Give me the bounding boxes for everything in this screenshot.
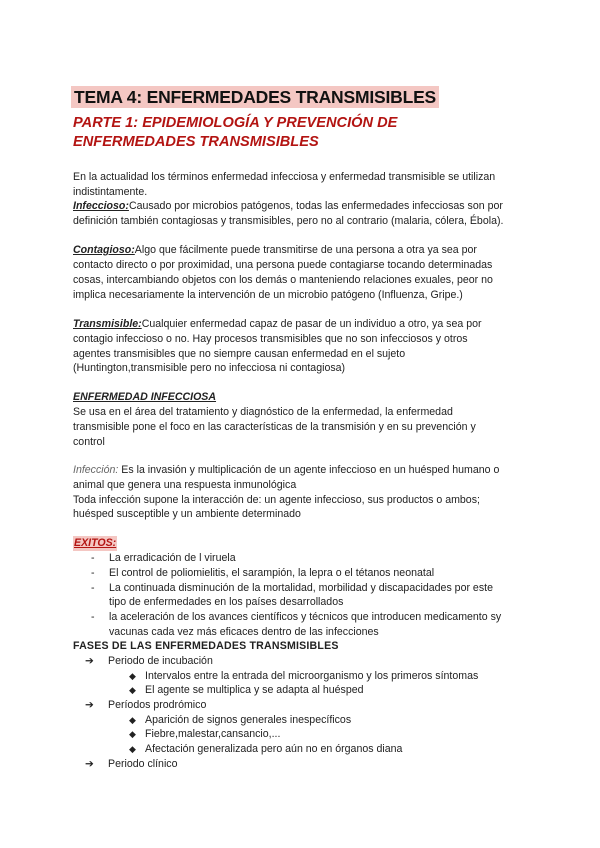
infeccion-line-2: animal que genera una respuesta inmunológica	[73, 479, 297, 491]
infeccion-term: Infección:	[73, 464, 119, 476]
incubacion-item-2: El agente se multiplica y se adapta al huésped	[145, 684, 364, 696]
transmisible-line-2: contagio infeccioso o no. Hay procesos transmisibles que no son infecciosos y otros	[73, 333, 468, 345]
infeccion-line-3: Toda infección supone la interacción de: un agente infeccioso, sus productos o ambos;	[73, 494, 480, 506]
infeccioso-definition	[73, 199, 503, 214]
transmisible-term: Transmisible:	[73, 318, 142, 330]
subtitle-line-2: ENFERMEDADES TRANSMISIBLES	[73, 134, 319, 150]
incubacion-item-1: Intervalos entre la entrada del microorganismo y los primeros síntomas	[145, 670, 479, 682]
contagioso-line-2: contacto directo o por proximidad, una persona puede contagiarse tocando determinadas	[73, 259, 493, 271]
contagioso-definition	[73, 243, 477, 258]
infeccion-definition	[73, 463, 499, 478]
transmisible-definition	[73, 317, 482, 332]
enfermedad-infecciosa-heading: ENFERMEDAD INFECCIOSA	[73, 391, 217, 403]
exitos-item-3-cont: tipo de enfermedades en los países desarrollados	[109, 596, 344, 608]
diamond-bullet-icon: ◆	[129, 685, 136, 695]
prodromico-item-3: Afectación generalizada pero aún no en órganos diana	[145, 743, 403, 755]
arrow-icon: ➔	[85, 758, 94, 770]
diamond-bullet-icon: ◆	[129, 671, 136, 681]
contagioso-term: Contagioso:	[73, 244, 135, 256]
infeccioso-line-1: Causado por microbios patógenos, todas las enfermedades infecciosas son por	[128, 200, 503, 212]
fases-heading: FASES DE LAS ENFERMEDADES TRANSMISIBLES	[73, 640, 339, 652]
exitos-bullet-2: -	[91, 567, 95, 579]
transmisible-line-4: (Huntington,transmisible pero no infecciosa ni contagiosa)	[73, 362, 346, 374]
intro-line-1: En la actualidad los términos enfermedad infecciosa y enfermedad transmisible se utilizan	[73, 171, 496, 183]
exitos-bullet-4: -	[91, 611, 95, 623]
infeccioso-term: Infeccioso:	[73, 200, 129, 212]
diamond-bullet-icon: ◆	[129, 744, 136, 754]
exitos-bullet-1: -	[91, 552, 95, 564]
exitos-item-4-cont: vacunas cada vez más eficaces dentro de las infecciones	[109, 626, 379, 638]
page-title: TEMA 4: ENFERMEDADES TRANSMISIBLES	[71, 86, 439, 108]
transmisible-line-3: agentes transmisibles que no siempre causan enfermedad en el sujeto	[73, 348, 406, 360]
exitos-bullet-3: -	[91, 582, 95, 594]
prodromico-item-2: Fiebre,malestar,cansancio,...	[145, 728, 281, 740]
infeccioso-line-2: definición también contagiosas y transmisibles, pero no al contrario (malaria, cólera, Ébola).	[73, 215, 504, 227]
infeccion-line-1: Es la invasión y multiplicación de un agente infeccioso en un huésped humano o	[118, 464, 500, 476]
fase-clinico-label: Periodo clínico	[108, 758, 178, 770]
exitos-item-4: la aceleración de los avances científicos y técnicos que introducen medicamento sy	[109, 611, 502, 623]
prodromico-item-1: Aparición de signos generales inespecíficos	[145, 714, 352, 726]
enf-infecciosa-line-3: control	[73, 436, 105, 448]
enf-infecciosa-line-2: transmisible pone el foco en las características de la transmisión y en su prevención y	[73, 421, 476, 433]
contagioso-line-1: Algo que fácilmente puede transmitirse de una persona a otra ya sea por	[134, 244, 477, 256]
arrow-icon: ➔	[85, 699, 94, 711]
contagioso-line-3: cosas, intercambiando objetos con los demás o manteniendo relaciones exuales, peor no	[73, 274, 493, 286]
exitos-item-2: El control de poliomielitis, el sarampión, la lepra o el tétanos neonatal	[109, 567, 435, 579]
fase-prodromico-label: Períodos prodrómico	[108, 699, 207, 711]
exitos-item-3: La continuada disminución de la mortalidad, morbilidad y discapacidades por este	[109, 582, 493, 594]
intro-line-2: indistintamente.	[73, 186, 148, 198]
fase-incubacion-label: Periodo de incubación	[108, 655, 213, 667]
exitos-item-1: La erradicación de l viruela	[109, 552, 236, 564]
transmisible-line-1: Cualquier enfermedad capaz de pasar de un individuo a otro, ya sea por	[141, 318, 482, 330]
exitos-heading: EXITOS:	[74, 537, 117, 549]
subtitle-line-1: PARTE 1: EPIDEMIOLOGÍA Y PREVENCIÓN DE	[73, 115, 398, 131]
arrow-icon: ➔	[85, 655, 94, 667]
contagioso-line-4: implica necesariamente la intervención de un microbio patógeno (Influenza, Gripe.)	[73, 289, 463, 301]
enf-infecciosa-line-1: Se usa en el área del tratamiento y diagnóstico de la enfermedad, la enfermedad	[73, 406, 453, 418]
diamond-bullet-icon: ◆	[129, 715, 136, 725]
infeccion-line-4: huésped susceptible y un ambiente determinado	[73, 508, 301, 520]
diamond-bullet-icon: ◆	[129, 729, 136, 739]
